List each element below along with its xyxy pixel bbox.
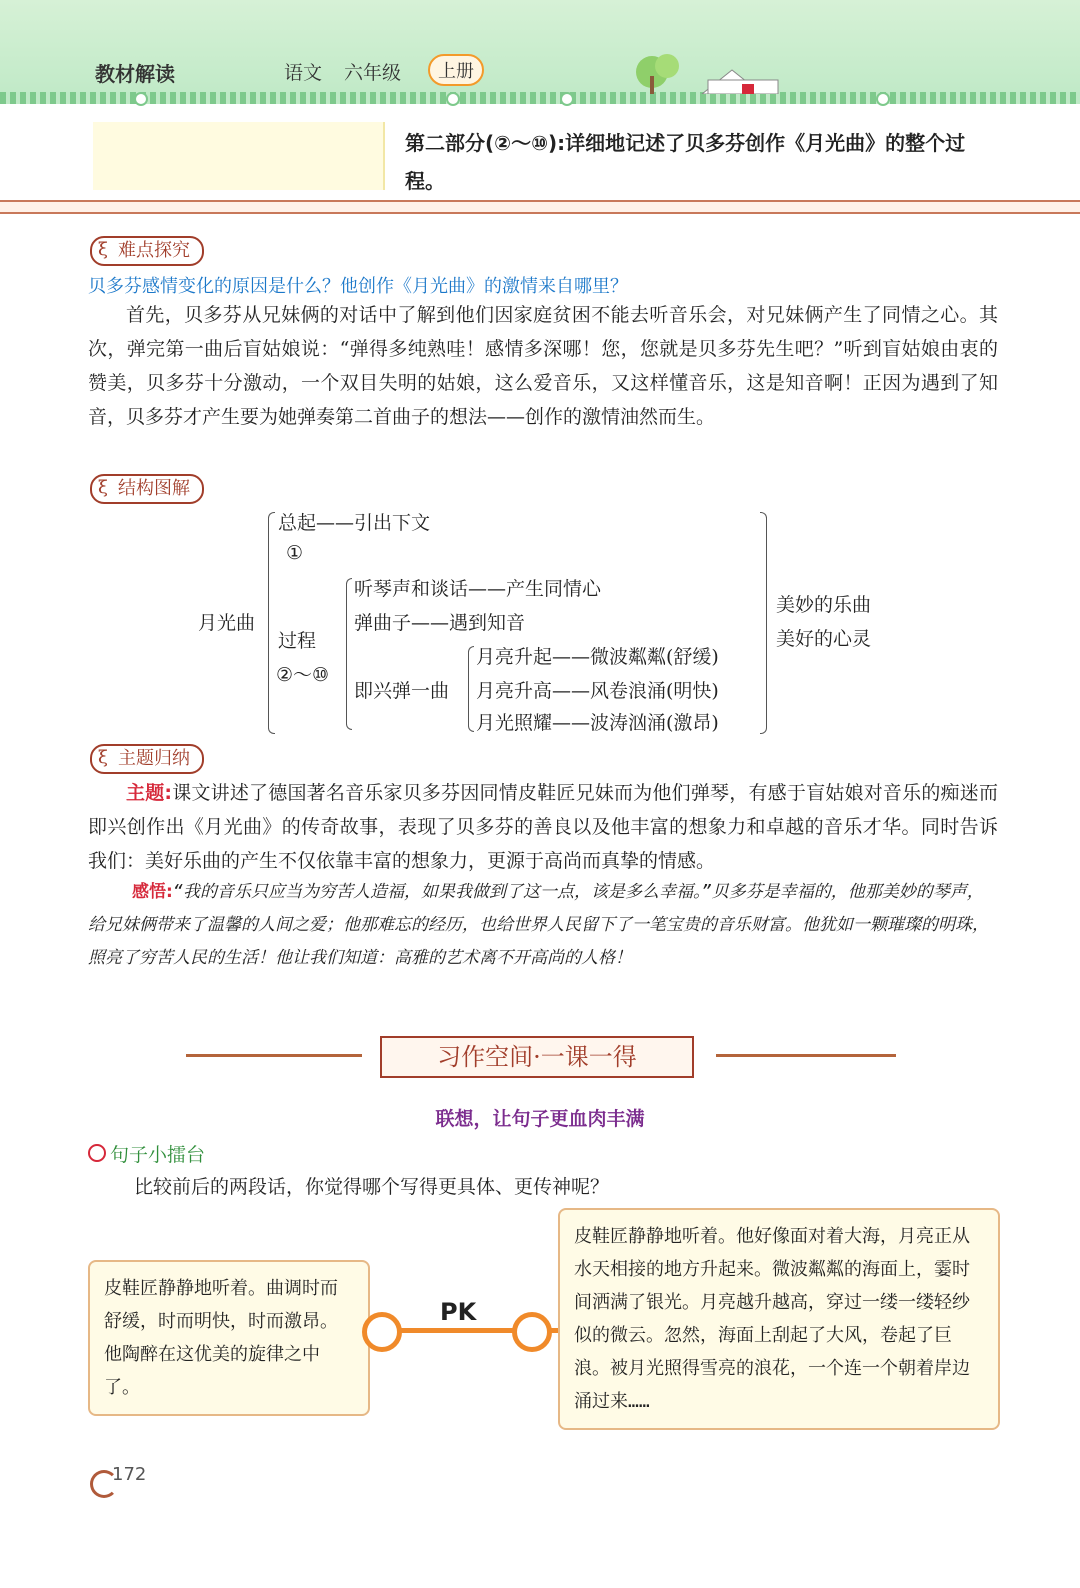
diagram-brace-process [346,578,352,730]
theme-paragraph [88,776,998,878]
diagram-brace-outcome [760,512,767,734]
structure-note: 第二部分(②～⑩):详细地记述了贝多芬创作《月光曲》的整个过程。 [405,131,966,193]
header-node [446,92,460,106]
reflection-label: 感悟: [132,882,173,902]
pk-scroll-right-icon [512,1312,552,1352]
section-divider [0,200,1080,214]
banner-line-right [716,1054,896,1057]
note-highlight [93,122,385,190]
pk-label: PK [440,1298,477,1326]
difficulty-answer: 首先，贝多芬从兄妹俩的对话中了解到他们因家庭贫困不能去听音乐会，对兄妹俩产生了同情之心。其次，弹完第一曲后盲姑娘说：“弹得多纯熟哇！感情多深哪！您，您就是贝多芬先生吧？”听到盲姑娘由衷的赞美，贝多芬十分激动，一个双目失明的姑娘，这么爱音乐，又这样懂音乐，这是知音啊！正因为遇到了知音，贝多芬才产生要为她弹奏第二首曲子的想法——创作的激情油然而生。 [88,304,998,428]
header-subject: 语文 [284,62,323,84]
theme-label: 主题: [126,782,173,804]
diagram-part2-num: ②～⑩ [276,664,330,686]
diagram-moon-item: 月亮升起——微波粼粼(舒缓) [476,646,719,668]
diagram-brace-root [268,512,275,734]
left-sentence-box: 皮鞋匠静静地听着。曲调时而舒缓，时而明快，时而激昂。他陶醉在这优美的旋律之中了。 [88,1260,370,1416]
difficulty-question: 贝多芬感情变化的原因是什么？他创作《月光曲》的激情来自哪里？ [88,276,628,297]
diagram-outcome: 美妙的乐曲 [776,594,872,616]
flower-icon [88,1144,106,1162]
header-rule [0,92,1080,104]
diagram-root: 月光曲 [198,612,256,634]
theme-tag: ξ 主题归纳 [90,744,204,774]
header-node [560,92,574,106]
header-node [134,92,148,106]
diagram-part2: 过程 [278,630,317,652]
difficulty-tag: ξ 难点探究 [90,236,204,266]
diagram-impromptu: 即兴弹一曲 [354,680,450,702]
diagram-part1-num: ① [286,542,304,564]
header-volume-badge: 上册 [428,54,484,86]
reflection-paragraph [88,876,998,975]
reflection-text: “我的音乐只应当为穷苦人造福，如果我做到了这一点，该是多么幸福。”贝多芬是幸福的，他那美妙的琴声，给兄妹俩带来了温馨的人间之爱；他那难忘的经历，也给世界人民留下了一笔宝贵的音乐财富。他犹如一颗璀璨的明珠，照亮了穷苦人民的生活！他让我们知道：高雅的艺术离不开高尚的人格！ [88,882,989,968]
diagram-step: 听琴声和谈话——产生同情心 [354,578,602,600]
header-section-title: 教材解读 [95,62,175,86]
writing-subtitle: 联想，让句子更血肉丰满 [435,1108,645,1130]
writing-banner: 习作空间·一课一得 [380,1036,694,1078]
writing-instruction: 比较前后的两段话，你觉得哪个写得更具体、更传神呢？ [134,1176,610,1198]
header-band [0,0,1080,104]
diagram-moon-item: 月亮升高——风卷浪涌(明快) [476,680,719,702]
diagram-brace-impromptu [468,646,474,732]
pk-scroll-left-icon [362,1312,402,1352]
diagram-outcome: 美好的心灵 [776,628,872,650]
right-sentence-box: 皮鞋匠静静地听着。他好像面对着大海，月亮正从水天相接的地方升起来。微波粼粼的海面上，霎时间洒满了银光。月亮越升越高，穿过一缕一缕轻纱似的微云。忽然，海面上刮起了大风，卷起了巨浪。被月光照得雪亮的浪花，一个连一个朝着岸边涌过来…… [558,1208,1000,1430]
house-tree-illustration [612,50,802,94]
page-number: 172 [112,1464,147,1485]
diagram-step: 弹曲子——遇到知音 [354,612,526,634]
theme-text: 课文讲述了德国著名音乐家贝多芬因同情皮鞋匠兄妹而为他们弹琴，有感于盲姑娘对音乐的痴迷而即兴创作出《月光曲》的传奇故事，表现了贝多芬的善良以及他丰富的想象力和卓越的音乐才华。同时告诉我们：美好乐曲的产生不仅依靠丰富的想象力，更源于高尚而真挚的情感。 [88,782,998,872]
diagram-part1: 总起——引出下文 [278,512,431,534]
header-node [876,92,890,106]
diagram-moon-item: 月光照耀——波涛汹涌(激昂) [476,712,719,734]
writing-subsection: 句子小擂台 [110,1144,206,1166]
banner-line-left [186,1054,362,1057]
header-grade: 六年级 [344,62,402,84]
structure-tag: ξ 结构图解 [90,474,204,504]
